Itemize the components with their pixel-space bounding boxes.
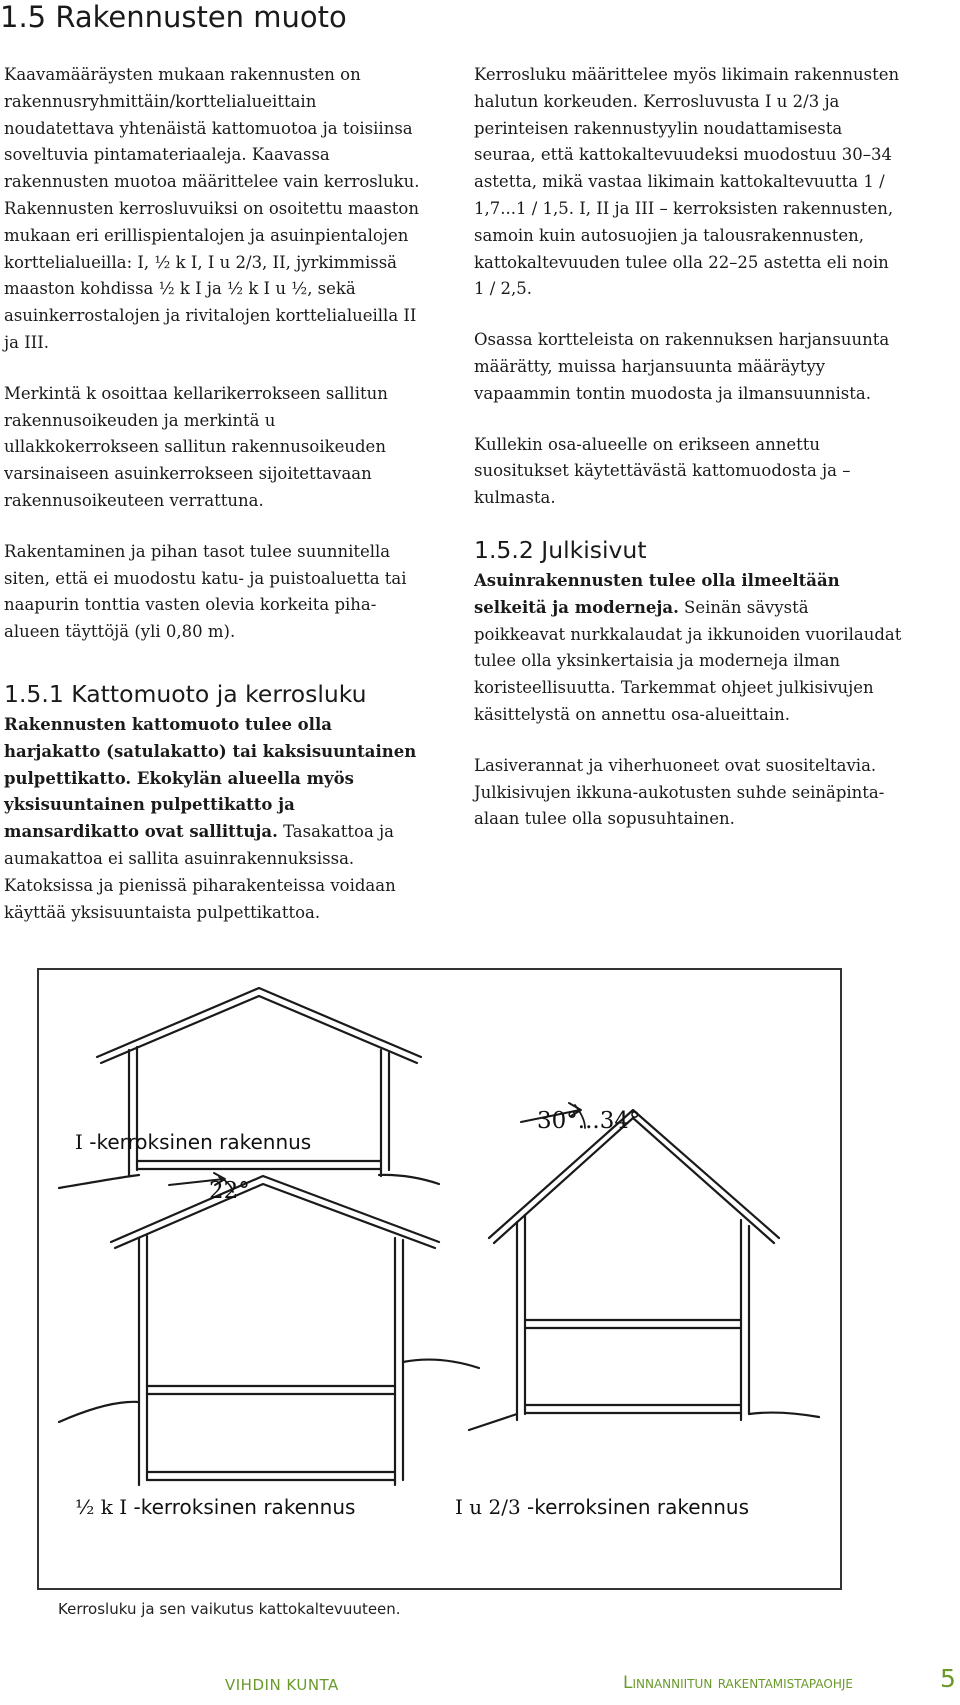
figure-box [37,968,842,1590]
right-column [474,62,904,857]
paragraph: Lasiverannat ja viherhuoneet ovat suositeltavia. Julkisivujen ikkuna-aukotusten suhde seinäpinta-alaan tulee olla sopusuhtainen. [474,755,885,829]
paragraph: Merkintä k osoittaa kellarikerrokseen sallitun rakennusoikeuden ja merkintä u ullakkokerrokseen sallitun rakennusoikeuden varsinaiseen asuinkerrokseen sijoitettavaan rakennusoikeuteen verrattuna. [4,383,388,510]
house-attic [469,1103,819,1430]
paragraph: Kaavamääräysten mukaan rakennusten on rakennusryhmittäin/korttelialueittain noudatettava yhtenäistä kattomuotoa ja toisiinsa soveltuvia pintamateriaaleja. Kaavassa rakennusten muotoa määrittelee vain kerrosluku. Rakennusten kerrosluvuiksi on osoitettu maaston mukaan eri erillispientalojen ja asuinpientalojen korttelialueilla: I, ½ k I, I u 2/3, II, jyrkimmissä maaston kohdissa ½ k I ja ½ k I u ½, sekä asuinkerrostalojen ja rivitalojen korttelialueilla II ja III. [4,65,420,352]
angle-label-22: 22° [209,1178,250,1204]
paragraph-text: Tasakattoa ja aumakattoa ei sallita asuinrakennuksissa. Katoksissa ja pienissä piharakenteissa voidaan käyttää yksisuuntaista pulpettikattoa. [4,822,396,922]
footer-municipality: VIHDIN KUNTA [225,1676,339,1694]
paragraph: Kullekin osa-alueelle on erikseen annettu suositukset käytettävästä kattomuodosta ja – kulmasta. [474,434,851,508]
angle-label-30-34: 30°...34° [537,1108,641,1134]
house-half-basement [59,1173,479,1485]
paragraph: Osassa kortteleista on rakennuksen harjansuunta määrätty, muissa harjansuunta määräytyy vapaammin tontin muodosta ja ilmansuunnista. [474,330,890,403]
section-heading: 1.5.1 Kattomuoto ja kerrosluku [4,679,367,708]
label-attic: I u 2/3 -kerroksinen rakennus [455,1495,749,1519]
figure-caption: Kerrosluku ja sen vaikutus kattokaltevuuteen. [58,1600,401,1618]
page-title: 1.5 Rakennusten muoto [0,0,347,34]
label-half-basement: ½ k I -kerroksinen rakennus [75,1495,356,1519]
label-one-storey: I -kerroksinen rakennus [75,1130,312,1154]
paragraph: Rakentaminen ja pihan tasot tulee suunnitella siten, että ei muodostu katu- ja puistoaluetta tai naapurin tonttia vasten olevia korkeita piha-alueen täyttöjä (yli 0,80 m). [4,541,407,642]
paragraph: Kerrosluku määrittelee myös likimain rakennusten halutun korkeuden. Kerrosluvusta I u 2/3 ja perinteisen rakennustyylin noudattamisesta seuraa, että kattokaltevuudeksi muodostuu 30–34 astetta, mikä vastaa likimain kattokaltevuutta 1 / 1,7...1 / 1,5. I, II ja III – kerroksisten rakennusten, samoin kuin autosuojien ja talousrakennusten, kattokaltevuuden tulee olla 22–25 astetta eli noin 1 / 2,5. [474,65,900,299]
house-one-storey [59,988,439,1188]
left-column [4,62,424,950]
page-number: 5 [940,1664,956,1693]
bold-text: Rakennusten kattomuoto tulee olla harjakatto (satulakatto) tai kaksisuuntainen pulpettikatto. Ekokylän alueella myös yksisuuntainen pulpettikatto ja mansardikatto ovat sallittuja. [4,714,417,842]
footer-document-title: Linnanniitun rakentamistapaohje [623,1673,853,1693]
section-heading: 1.5.2 Julkisivut [474,535,647,564]
bold-text: Asuinrakennusten tulee olla ilmeeltään selkeitä ja moderneja. [474,570,840,617]
paragraph [4,712,424,926]
paragraph [474,568,904,729]
paragraph-text: Seinän sävystä poikkeavat nurkkalaudat ja ikkunoiden vuorilaudat tulee olla yksinkertaisia ja moderneja ilman koristeellisuutta. Tarkemmat ohjeet julkisivujen käsittelystä on annettu osa-alueittain. [474,597,902,724]
